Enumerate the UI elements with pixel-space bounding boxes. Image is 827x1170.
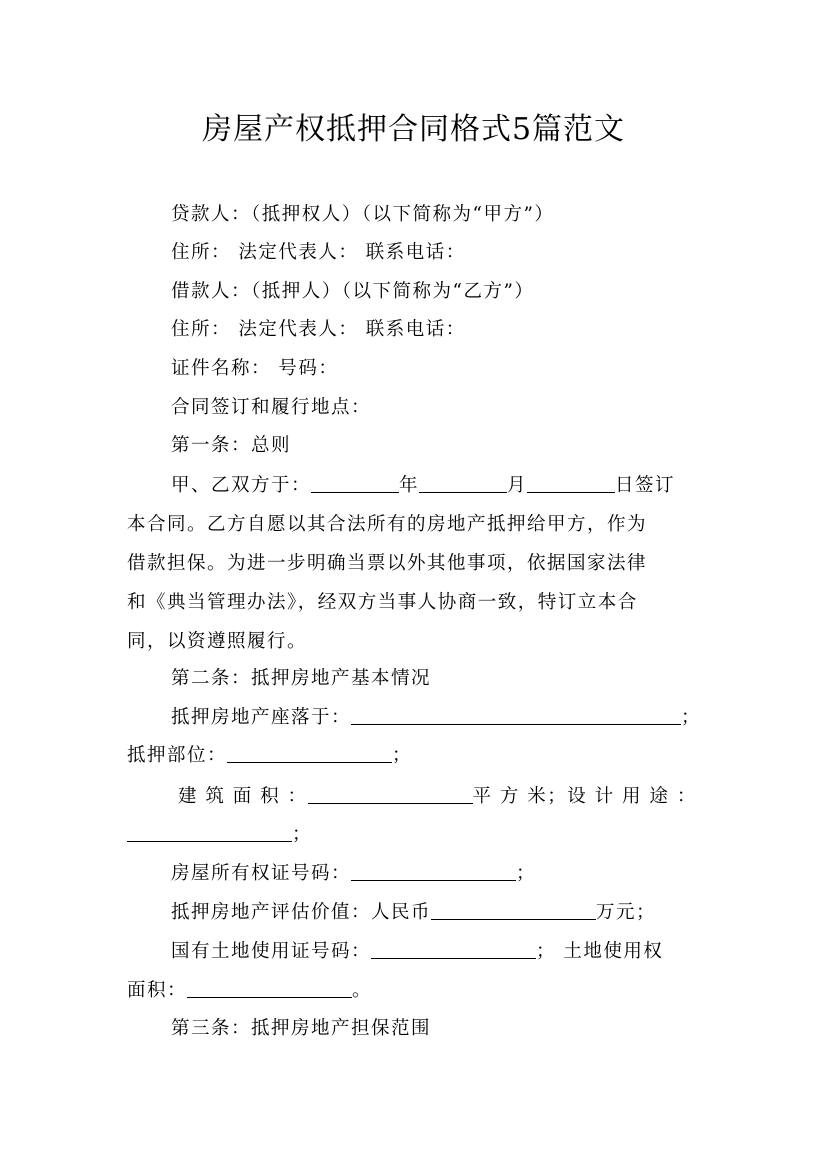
area-label: 建 筑 面 积 ： [178, 786, 308, 807]
land-cert-label: 国有土地使用证号码： [171, 941, 372, 962]
borrower-info-line: 住所： 法定代表人： 联系电话： [171, 319, 466, 340]
usage-blank [127, 823, 292, 842]
area-unit-label: 平 方 米；设 计 用 途 ： [472, 786, 697, 807]
cert-blank [351, 862, 516, 881]
lender-info-line: 住所： 法定代表人： 联系电话： [171, 242, 466, 263]
article-1-text: 和《典当管理办法》，经双方当事人协商一致，特订立本合 [127, 592, 638, 613]
part-blank [227, 744, 392, 763]
area-line [178, 782, 758, 808]
location-label: 抵押房地产座落于： [171, 707, 352, 728]
semicolon: ； [292, 824, 313, 845]
semicolon: ； [516, 863, 537, 884]
cert-label: 房屋所有权证号码： [171, 863, 352, 884]
usage-line [127, 820, 707, 846]
article-1-date-line [171, 471, 751, 497]
value-line [171, 898, 751, 924]
part-label: 抵押部位： [127, 745, 228, 766]
part-line [127, 741, 707, 767]
lender-line: 贷款人：（抵押权人）（以下简称为“甲方”） [171, 204, 555, 225]
article-1-heading: 第一条：总则 [171, 435, 292, 456]
value-blank [431, 901, 596, 920]
article-2-heading: 第二条：抵押房地产基本情况 [171, 668, 432, 689]
period: 。 [352, 980, 373, 1001]
document-title: 房屋产权抵押合同格式5篇范文 [201, 112, 626, 147]
year-blank [311, 474, 399, 493]
land-area-label: 面积： [127, 980, 188, 1001]
month-blank [419, 474, 507, 493]
land-cert-blank [371, 940, 536, 959]
location-blank [351, 706, 681, 725]
article-1-text: 借款担保。为进一步明确当票以外其他事项，依据国家法律 [127, 553, 648, 574]
value-unit-label: 万元； [596, 902, 657, 923]
land-area-line [127, 976, 707, 1002]
area-blank [308, 785, 473, 804]
cert-line [171, 859, 751, 885]
article-1-text: 本合同。乙方自愿以其合法所有的房地产抵押给甲方，作为 [127, 514, 648, 535]
id-doc-line: 证件名称： 号码： [171, 358, 339, 379]
month-label: 月 [507, 475, 528, 496]
land-cert-line [171, 937, 751, 963]
day-blank [527, 474, 615, 493]
location-line [171, 703, 751, 729]
year-label: 年 [399, 475, 420, 496]
semicolon: ； [681, 707, 702, 728]
land-area-blank [187, 979, 352, 998]
value-label: 抵押房地产评估价值：人民币 [171, 902, 432, 923]
land-right-label: ； 土地使用权 [536, 941, 664, 962]
semicolon: ； [392, 745, 413, 766]
date-intro: 甲、乙双方于： [171, 475, 312, 496]
day-sign-label: 日签订 [615, 475, 676, 496]
article-3-heading: 第三条：抵押房地产担保范围 [171, 1018, 432, 1039]
borrower-line: 借款人：（抵押人）（以下简称为“乙方”） [171, 281, 535, 302]
place-line: 合同签订和履行地点： [171, 397, 372, 418]
article-1-text: 同，以资遵照履行。 [127, 631, 308, 652]
